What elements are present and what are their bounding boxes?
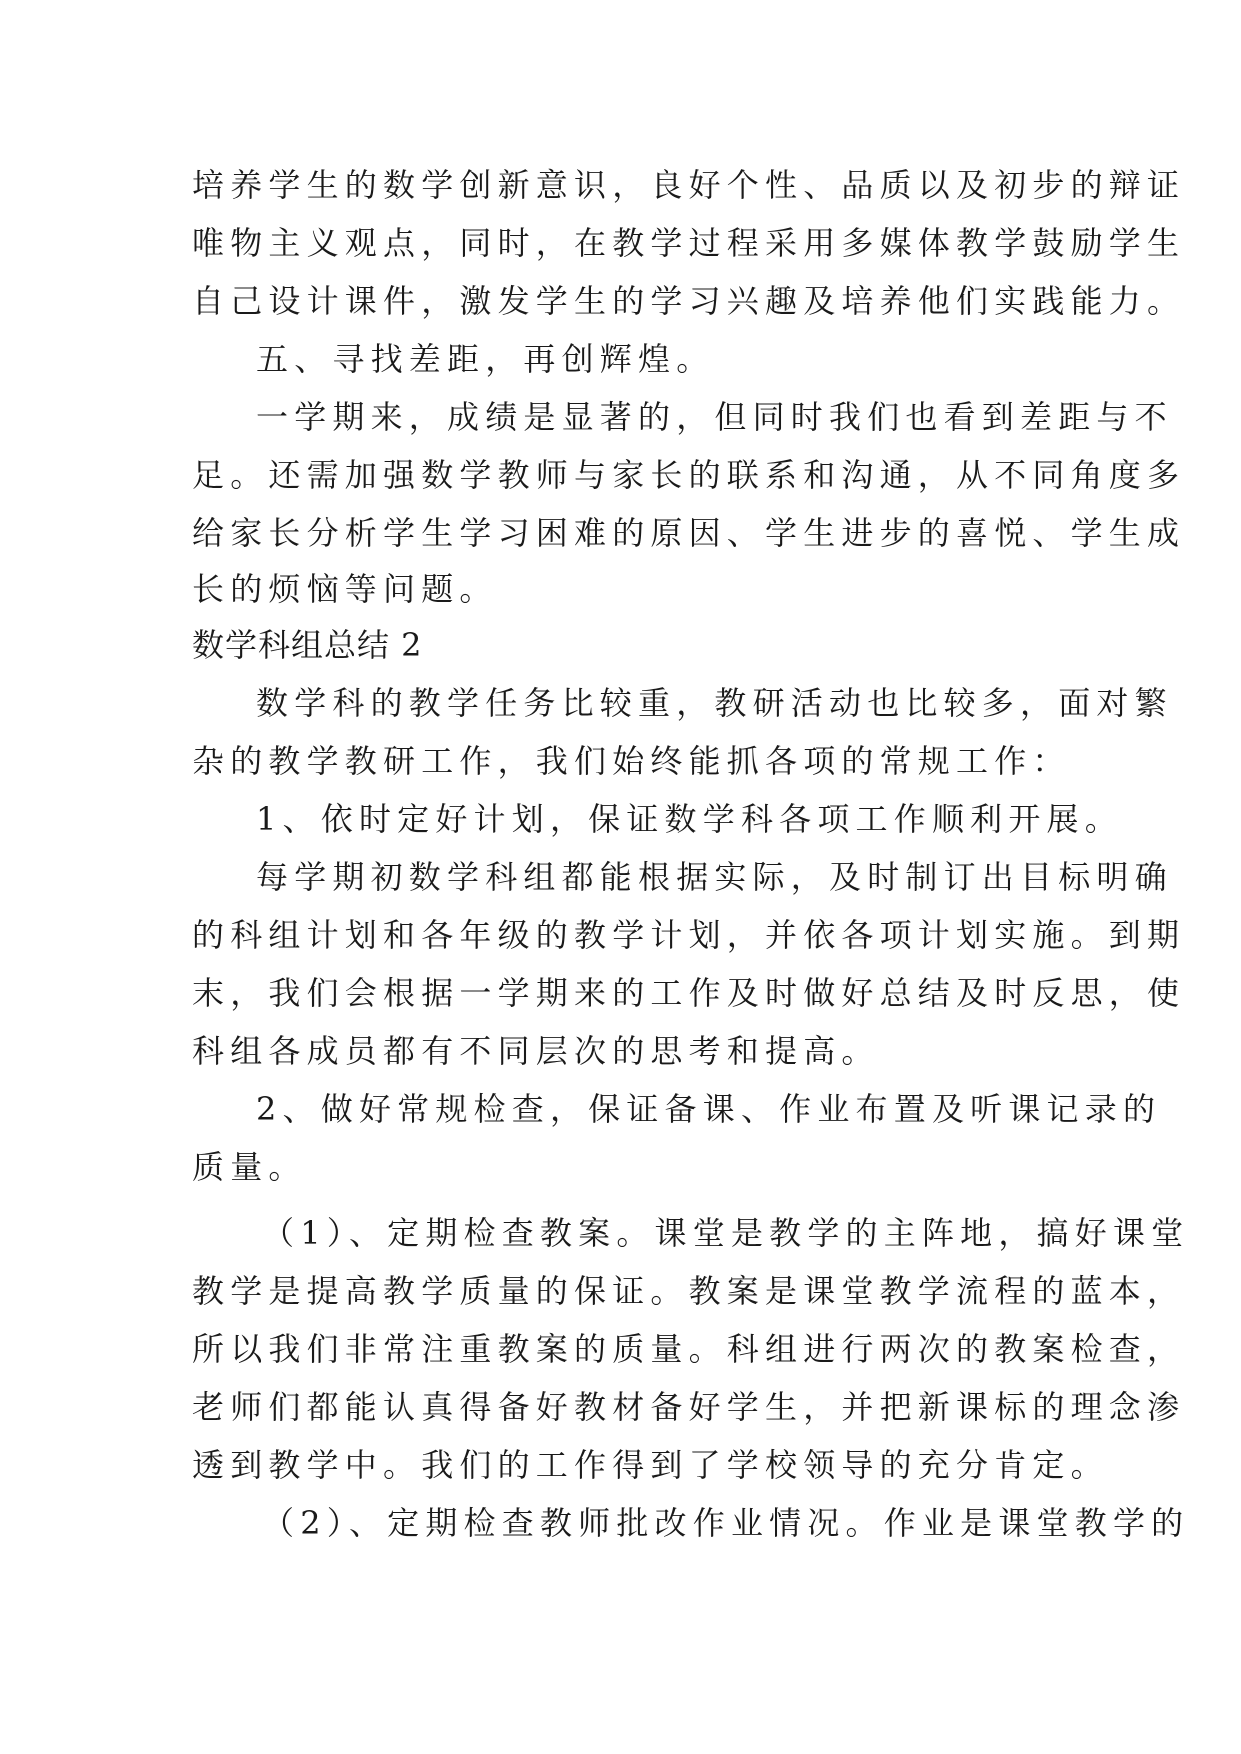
text-line: （2）、定期检查教师批改作业情况。作业是课堂教学的: [262, 1504, 1190, 1542]
text-line: 所以我们非常注重教案的质量。科组进行两次的教案检查，: [192, 1330, 1186, 1368]
document-subtitle: 数学科组总结 2: [192, 626, 423, 664]
text-line: 自己设计课件，激发学生的学习兴趣及培养他们实践能力。: [192, 282, 1186, 320]
section-heading: 1、依时定好计划，保证数学科各项工作顺利开展。: [256, 800, 1123, 838]
text-line: 足。还需加强数学教师与家长的联系和沟通，从不同角度多: [192, 456, 1186, 494]
text-line: （1）、定期检查教案。课堂是教学的主阵地，搞好课堂: [262, 1214, 1190, 1252]
text-line: 质量。: [192, 1148, 307, 1186]
text-line: 培养学生的数学创新意识，良好个性、品质以及初步的辩证: [192, 166, 1186, 204]
section-heading: 2、做好常规检查，保证备课、作业布置及听课记录的: [256, 1090, 1162, 1128]
text-line: 教学是提高教学质量的保证。教案是课堂教学流程的蓝本，: [192, 1272, 1186, 1310]
text-line: 杂的教学教研工作，我们始终能抓各项的常规工作：: [192, 742, 1071, 780]
text-line: 科组各成员都有不同层次的思考和提高。: [192, 1032, 880, 1070]
text-line: 的科组计划和各年级的教学计划，并依各项计划实施。到期: [192, 916, 1186, 954]
text-line: 数学科的教学任务比较重，教研活动也比较多，面对繁: [256, 684, 1173, 722]
text-line: 给家长分析学生学习困难的原因、学生进步的喜悦、学生成: [192, 514, 1186, 552]
text-line: 一学期来，成绩是显著的，但同时我们也看到差距与不: [256, 398, 1173, 436]
section-heading: 五、寻找差距，再创辉煌。: [256, 340, 715, 378]
text-line: 每学期初数学科组都能根据实际，及时制订出目标明确: [256, 858, 1173, 896]
text-line: 末，我们会根据一学期来的工作及时做好总结及时反思，使: [192, 974, 1186, 1012]
text-line: 老师们都能认真得备好教材备好学生，并把新课标的理念渗: [192, 1388, 1186, 1426]
text-line: 长的烦恼等问题。: [192, 570, 498, 608]
text-line: 透到教学中。我们的工作得到了学校领导的充分肯定。: [192, 1446, 1109, 1484]
text-line: 唯物主义观点，同时，在教学过程采用多媒体教学鼓励学生: [192, 224, 1186, 262]
